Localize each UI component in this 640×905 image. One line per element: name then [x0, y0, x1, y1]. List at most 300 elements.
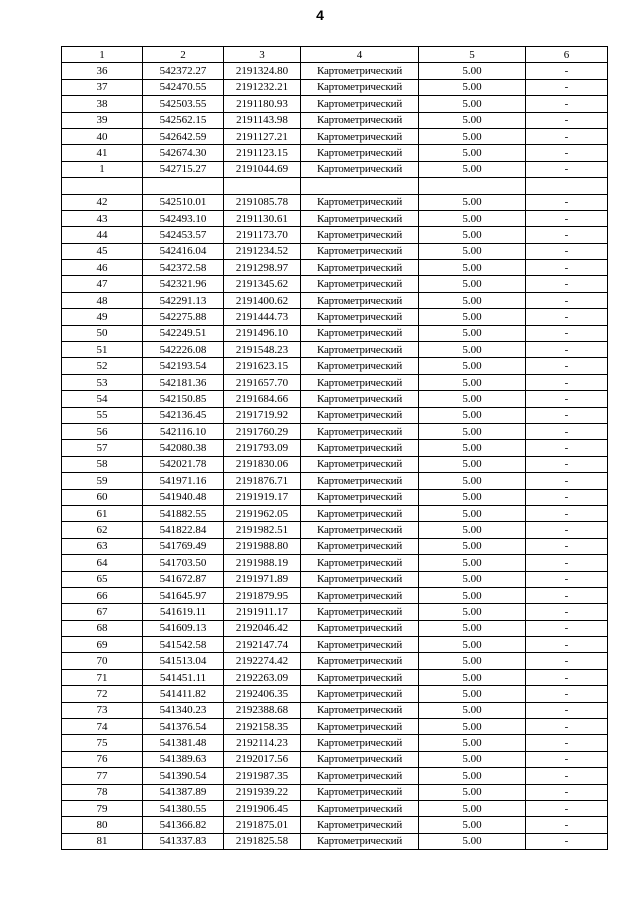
table-header [62, 47, 608, 63]
cell-y-coordinate: 2191324.80 [224, 63, 301, 79]
cell-point-number: 59 [62, 473, 143, 489]
cell-point-number: 78 [62, 784, 143, 800]
cell-accuracy: 5.00 [419, 538, 526, 554]
cell-accuracy: 5.00 [419, 407, 526, 423]
cell-accuracy: 5.00 [419, 817, 526, 833]
cell-accuracy: 5.00 [419, 505, 526, 521]
cell-accuracy: 5.00 [419, 309, 526, 325]
cell-y-coordinate: 2191444.73 [224, 309, 301, 325]
cell-y-coordinate: 2191548.23 [224, 342, 301, 358]
cell-accuracy: 5.00 [419, 489, 526, 505]
cell-x-coordinate: 542503.55 [143, 96, 224, 112]
cell-y-coordinate: 2192114.23 [224, 735, 301, 751]
cell-note: - [526, 96, 608, 112]
cell-x-coordinate: 541366.82 [143, 817, 224, 833]
cell-y-coordinate: 2191684.66 [224, 391, 301, 407]
cell-accuracy: 5.00 [419, 456, 526, 472]
cell-x-coordinate: 542372.58 [143, 260, 224, 276]
cell-method: Картометрический [301, 784, 419, 800]
table-row [62, 194, 608, 210]
cell-y-coordinate: 2192158.35 [224, 719, 301, 735]
cell-accuracy: 5.00 [419, 325, 526, 341]
cell-y-coordinate: 2191623.15 [224, 358, 301, 374]
cell-point-number: 62 [62, 522, 143, 538]
table-row [62, 145, 608, 161]
cell-x-coordinate: 541609.13 [143, 620, 224, 636]
cell-accuracy: 5.00 [419, 604, 526, 620]
cell-x-coordinate: 542674.30 [143, 145, 224, 161]
cell-y-coordinate: 2191173.70 [224, 227, 301, 243]
cell-x-coordinate: 541769.49 [143, 538, 224, 554]
cell-point-number: 51 [62, 342, 143, 358]
cell-y-coordinate: 2191982.51 [224, 522, 301, 538]
table-row [62, 260, 608, 276]
cell-y-coordinate: 2191085.78 [224, 194, 301, 210]
cell-note: - [526, 112, 608, 128]
cell-accuracy: 5.00 [419, 96, 526, 112]
cell-note: - [526, 620, 608, 636]
cell-point-number: 66 [62, 587, 143, 603]
cell-method: Картометрический [301, 637, 419, 653]
page-number: 4 [316, 7, 324, 23]
cell-note: - [526, 735, 608, 751]
cell-accuracy: 5.00 [419, 686, 526, 702]
cell-method: Картометрический [301, 292, 419, 308]
cell-accuracy: 5.00 [419, 768, 526, 784]
cell-accuracy: 5.00 [419, 391, 526, 407]
cell-x-coordinate: 541703.50 [143, 555, 224, 571]
cell-method: Картометрический [301, 161, 419, 177]
table-row [62, 112, 608, 128]
cell-note: - [526, 653, 608, 669]
table-body [62, 63, 608, 850]
cell-accuracy: 5.00 [419, 423, 526, 439]
cell-accuracy: 5.00 [419, 260, 526, 276]
cell-method: Картометрический [301, 571, 419, 587]
cell-y-coordinate [224, 178, 301, 194]
cell-y-coordinate: 2191971.89 [224, 571, 301, 587]
cell-accuracy: 5.00 [419, 637, 526, 653]
cell-x-coordinate: 541619.11 [143, 604, 224, 620]
cell-y-coordinate: 2191911.17 [224, 604, 301, 620]
table-row [62, 489, 608, 505]
cell-note: - [526, 276, 608, 292]
cell-accuracy: 5.00 [419, 555, 526, 571]
cell-note: - [526, 719, 608, 735]
cell-note: - [526, 391, 608, 407]
table-row [62, 374, 608, 390]
table-row [62, 456, 608, 472]
cell-x-coordinate: 541340.23 [143, 702, 224, 718]
table-row [62, 309, 608, 325]
table-row [62, 587, 608, 603]
table-row [62, 276, 608, 292]
cell-y-coordinate: 2191987.35 [224, 768, 301, 784]
cell-note: - [526, 325, 608, 341]
cell-x-coordinate: 541882.55 [143, 505, 224, 521]
cell-y-coordinate: 2191875.01 [224, 817, 301, 833]
cell-y-coordinate: 2191939.22 [224, 784, 301, 800]
cell-note: - [526, 423, 608, 439]
cell-point-number: 39 [62, 112, 143, 128]
table-row [62, 342, 608, 358]
table-row [62, 161, 608, 177]
cell-y-coordinate: 2191760.29 [224, 423, 301, 439]
table-row [62, 784, 608, 800]
cell-point-number: 49 [62, 309, 143, 325]
header-col-2: 2 [143, 47, 224, 63]
cell-x-coordinate [143, 178, 224, 194]
cell-accuracy: 5.00 [419, 587, 526, 603]
cell-method: Картометрический [301, 79, 419, 95]
cell-note: - [526, 440, 608, 456]
cell-method: Картометрический [301, 194, 419, 210]
cell-method: Картометрический [301, 538, 419, 554]
cell-y-coordinate: 2192263.09 [224, 669, 301, 685]
cell-note: - [526, 194, 608, 210]
cell-x-coordinate: 542291.13 [143, 292, 224, 308]
cell-note: - [526, 817, 608, 833]
cell-x-coordinate: 541380.55 [143, 800, 224, 816]
table-row [62, 555, 608, 571]
cell-x-coordinate: 542715.27 [143, 161, 224, 177]
cell-note: - [526, 637, 608, 653]
cell-point-number: 73 [62, 702, 143, 718]
cell-method: Картометрический [301, 243, 419, 259]
cell-y-coordinate: 2191345.62 [224, 276, 301, 292]
cell-accuracy: 5.00 [419, 571, 526, 587]
cell-method: Картометрический [301, 653, 419, 669]
cell-method: Картометрический [301, 768, 419, 784]
cell-y-coordinate: 2191496.10 [224, 325, 301, 341]
cell-method: Картометрический [301, 735, 419, 751]
table-row [62, 178, 608, 194]
cell-point-number: 80 [62, 817, 143, 833]
cell-y-coordinate: 2191793.09 [224, 440, 301, 456]
cell-note: - [526, 702, 608, 718]
cell-point-number: 52 [62, 358, 143, 374]
table-row [62, 817, 608, 833]
cell-accuracy: 5.00 [419, 210, 526, 226]
cell-y-coordinate: 2191657.70 [224, 374, 301, 390]
cell-note: - [526, 751, 608, 767]
cell-accuracy: 5.00 [419, 79, 526, 95]
cell-note: - [526, 79, 608, 95]
cell-point-number: 43 [62, 210, 143, 226]
header-col-4: 4 [301, 47, 419, 63]
cell-y-coordinate: 2191988.19 [224, 555, 301, 571]
cell-note: - [526, 309, 608, 325]
cell-point-number: 56 [62, 423, 143, 439]
cell-note: - [526, 161, 608, 177]
cell-point-number: 57 [62, 440, 143, 456]
cell-x-coordinate: 541940.48 [143, 489, 224, 505]
cell-method: Картометрический [301, 260, 419, 276]
cell-accuracy: 5.00 [419, 719, 526, 735]
cell-note: - [526, 587, 608, 603]
cell-method: Картометрический [301, 210, 419, 226]
table-row [62, 325, 608, 341]
cell-point-number: 42 [62, 194, 143, 210]
cell-method: Картометрический [301, 817, 419, 833]
cell-x-coordinate: 542470.55 [143, 79, 224, 95]
table-row [62, 423, 608, 439]
cell-x-coordinate: 541451.11 [143, 669, 224, 685]
cell-note: - [526, 538, 608, 554]
cell-y-coordinate: 2191130.61 [224, 210, 301, 226]
cell-y-coordinate: 2191879.95 [224, 587, 301, 603]
cell-method: Картометрический [301, 800, 419, 816]
cell-y-coordinate: 2191044.69 [224, 161, 301, 177]
cell-point-number: 48 [62, 292, 143, 308]
cell-x-coordinate: 542275.88 [143, 309, 224, 325]
cell-point-number [62, 178, 143, 194]
cell-note: - [526, 768, 608, 784]
cell-point-number: 77 [62, 768, 143, 784]
cell-note: - [526, 243, 608, 259]
table-row [62, 735, 608, 751]
cell-x-coordinate: 542021.78 [143, 456, 224, 472]
table-row [62, 227, 608, 243]
cell-method: Картометрический [301, 325, 419, 341]
cell-y-coordinate: 2191962.05 [224, 505, 301, 521]
cell-y-coordinate: 2192388.68 [224, 702, 301, 718]
cell-x-coordinate: 541376.54 [143, 719, 224, 735]
cell-point-number: 79 [62, 800, 143, 816]
cell-x-coordinate: 542226.08 [143, 342, 224, 358]
cell-note: - [526, 686, 608, 702]
cell-point-number: 47 [62, 276, 143, 292]
table-row [62, 686, 608, 702]
cell-accuracy: 5.00 [419, 292, 526, 308]
table-row [62, 702, 608, 718]
table-row [62, 800, 608, 816]
table-row [62, 571, 608, 587]
cell-point-number: 67 [62, 604, 143, 620]
cell-point-number: 81 [62, 833, 143, 849]
cell-point-number: 69 [62, 637, 143, 653]
cell-x-coordinate: 541390.54 [143, 768, 224, 784]
cell-y-coordinate: 2191919.17 [224, 489, 301, 505]
table-row [62, 358, 608, 374]
cell-accuracy: 5.00 [419, 735, 526, 751]
cell-point-number: 46 [62, 260, 143, 276]
table-row [62, 604, 608, 620]
cell-method: Картометрический [301, 686, 419, 702]
cell-x-coordinate: 542453.57 [143, 227, 224, 243]
cell-note: - [526, 489, 608, 505]
cell-note: - [526, 128, 608, 144]
cell-method: Картометрический [301, 751, 419, 767]
cell-method: Картометрический [301, 391, 419, 407]
cell-accuracy: 5.00 [419, 358, 526, 374]
table-row [62, 128, 608, 144]
table-row [62, 833, 608, 849]
cell-method: Картометрический [301, 604, 419, 620]
table-row [62, 719, 608, 735]
cell-method: Картометрический [301, 423, 419, 439]
cell-method [301, 178, 419, 194]
cell-point-number: 53 [62, 374, 143, 390]
table-row [62, 473, 608, 489]
cell-note: - [526, 227, 608, 243]
cell-y-coordinate: 2191830.06 [224, 456, 301, 472]
cell-accuracy: 5.00 [419, 227, 526, 243]
cell-accuracy: 5.00 [419, 669, 526, 685]
cell-point-number: 70 [62, 653, 143, 669]
cell-note: - [526, 522, 608, 538]
cell-point-number: 75 [62, 735, 143, 751]
cell-x-coordinate: 541513.04 [143, 653, 224, 669]
cell-y-coordinate: 2191825.58 [224, 833, 301, 849]
cell-method: Картометрический [301, 407, 419, 423]
cell-x-coordinate: 541389.63 [143, 751, 224, 767]
cell-point-number: 55 [62, 407, 143, 423]
cell-point-number: 58 [62, 456, 143, 472]
cell-y-coordinate: 2191906.45 [224, 800, 301, 816]
cell-point-number: 44 [62, 227, 143, 243]
cell-note: - [526, 145, 608, 161]
table-row [62, 768, 608, 784]
cell-accuracy: 5.00 [419, 63, 526, 79]
cell-x-coordinate: 541645.97 [143, 587, 224, 603]
cell-point-number: 68 [62, 620, 143, 636]
cell-x-coordinate: 542150.85 [143, 391, 224, 407]
cell-point-number: 63 [62, 538, 143, 554]
cell-x-coordinate: 542321.96 [143, 276, 224, 292]
table-row [62, 620, 608, 636]
cell-accuracy: 5.00 [419, 145, 526, 161]
cell-method: Картометрический [301, 358, 419, 374]
cell-x-coordinate: 542493.10 [143, 210, 224, 226]
cell-note: - [526, 784, 608, 800]
header-col-3: 3 [224, 47, 301, 63]
cell-note: - [526, 800, 608, 816]
cell-note: - [526, 555, 608, 571]
cell-method: Картометрический [301, 96, 419, 112]
cell-x-coordinate: 541381.48 [143, 735, 224, 751]
cell-method: Картометрический [301, 440, 419, 456]
cell-accuracy: 5.00 [419, 702, 526, 718]
coordinates-table [61, 46, 608, 850]
cell-point-number: 36 [62, 63, 143, 79]
cell-accuracy: 5.00 [419, 800, 526, 816]
cell-method: Картометрический [301, 669, 419, 685]
cell-method: Картометрический [301, 555, 419, 571]
cell-y-coordinate: 2192274.42 [224, 653, 301, 669]
cell-method: Картометрический [301, 145, 419, 161]
cell-note: - [526, 407, 608, 423]
table-row [62, 751, 608, 767]
cell-point-number: 40 [62, 128, 143, 144]
cell-accuracy: 5.00 [419, 833, 526, 849]
cell-x-coordinate: 542562.15 [143, 112, 224, 128]
table-row [62, 407, 608, 423]
cell-point-number: 76 [62, 751, 143, 767]
cell-y-coordinate: 2191988.80 [224, 538, 301, 554]
header-col-5: 5 [419, 47, 526, 63]
cell-point-number: 45 [62, 243, 143, 259]
cell-method: Картометрический [301, 620, 419, 636]
cell-note [526, 178, 608, 194]
cell-method: Картометрический [301, 489, 419, 505]
cell-x-coordinate: 542416.04 [143, 243, 224, 259]
cell-point-number: 37 [62, 79, 143, 95]
table-row [62, 210, 608, 226]
cell-y-coordinate: 2191876.71 [224, 473, 301, 489]
cell-accuracy: 5.00 [419, 473, 526, 489]
cell-x-coordinate: 541822.84 [143, 522, 224, 538]
cell-method: Картометрический [301, 112, 419, 128]
table-row [62, 538, 608, 554]
table-row [62, 637, 608, 653]
cell-method: Картометрический [301, 63, 419, 79]
cell-x-coordinate: 541411.82 [143, 686, 224, 702]
cell-point-number: 65 [62, 571, 143, 587]
cell-accuracy: 5.00 [419, 112, 526, 128]
cell-accuracy: 5.00 [419, 784, 526, 800]
cell-x-coordinate: 542249.51 [143, 325, 224, 341]
cell-point-number: 1 [62, 161, 143, 177]
cell-accuracy: 5.00 [419, 522, 526, 538]
cell-accuracy: 5.00 [419, 374, 526, 390]
table-row [62, 653, 608, 669]
cell-note: - [526, 604, 608, 620]
cell-method: Картометрический [301, 456, 419, 472]
table-row [62, 440, 608, 456]
header-col-6: 6 [526, 47, 608, 63]
cell-y-coordinate: 2191180.93 [224, 96, 301, 112]
cell-y-coordinate: 2191234.52 [224, 243, 301, 259]
cell-y-coordinate: 2192017.56 [224, 751, 301, 767]
cell-point-number: 38 [62, 96, 143, 112]
cell-y-coordinate: 2192147.74 [224, 637, 301, 653]
cell-note: - [526, 473, 608, 489]
cell-method: Картометрический [301, 309, 419, 325]
cell-method: Картометрический [301, 833, 419, 849]
cell-point-number: 74 [62, 719, 143, 735]
cell-method: Картометрический [301, 342, 419, 358]
cell-x-coordinate: 542136.45 [143, 407, 224, 423]
table-row [62, 669, 608, 685]
cell-accuracy [419, 178, 526, 194]
cell-method: Картометрический [301, 276, 419, 292]
cell-x-coordinate: 542181.36 [143, 374, 224, 390]
table-row [62, 391, 608, 407]
cell-accuracy: 5.00 [419, 161, 526, 177]
cell-note: - [526, 571, 608, 587]
cell-method: Картометрический [301, 522, 419, 538]
cell-point-number: 50 [62, 325, 143, 341]
cell-accuracy: 5.00 [419, 342, 526, 358]
cell-y-coordinate: 2191232.21 [224, 79, 301, 95]
cell-point-number: 60 [62, 489, 143, 505]
cell-method: Картометрический [301, 128, 419, 144]
cell-method: Картометрический [301, 587, 419, 603]
table-row [62, 96, 608, 112]
cell-accuracy: 5.00 [419, 194, 526, 210]
cell-note: - [526, 358, 608, 374]
cell-x-coordinate: 542642.59 [143, 128, 224, 144]
cell-method: Картометрический [301, 702, 419, 718]
cell-y-coordinate: 2191127.21 [224, 128, 301, 144]
cell-note: - [526, 292, 608, 308]
header-row [62, 47, 608, 63]
cell-x-coordinate: 542080.38 [143, 440, 224, 456]
table-row [62, 243, 608, 259]
table-row [62, 505, 608, 521]
cell-x-coordinate: 541672.87 [143, 571, 224, 587]
